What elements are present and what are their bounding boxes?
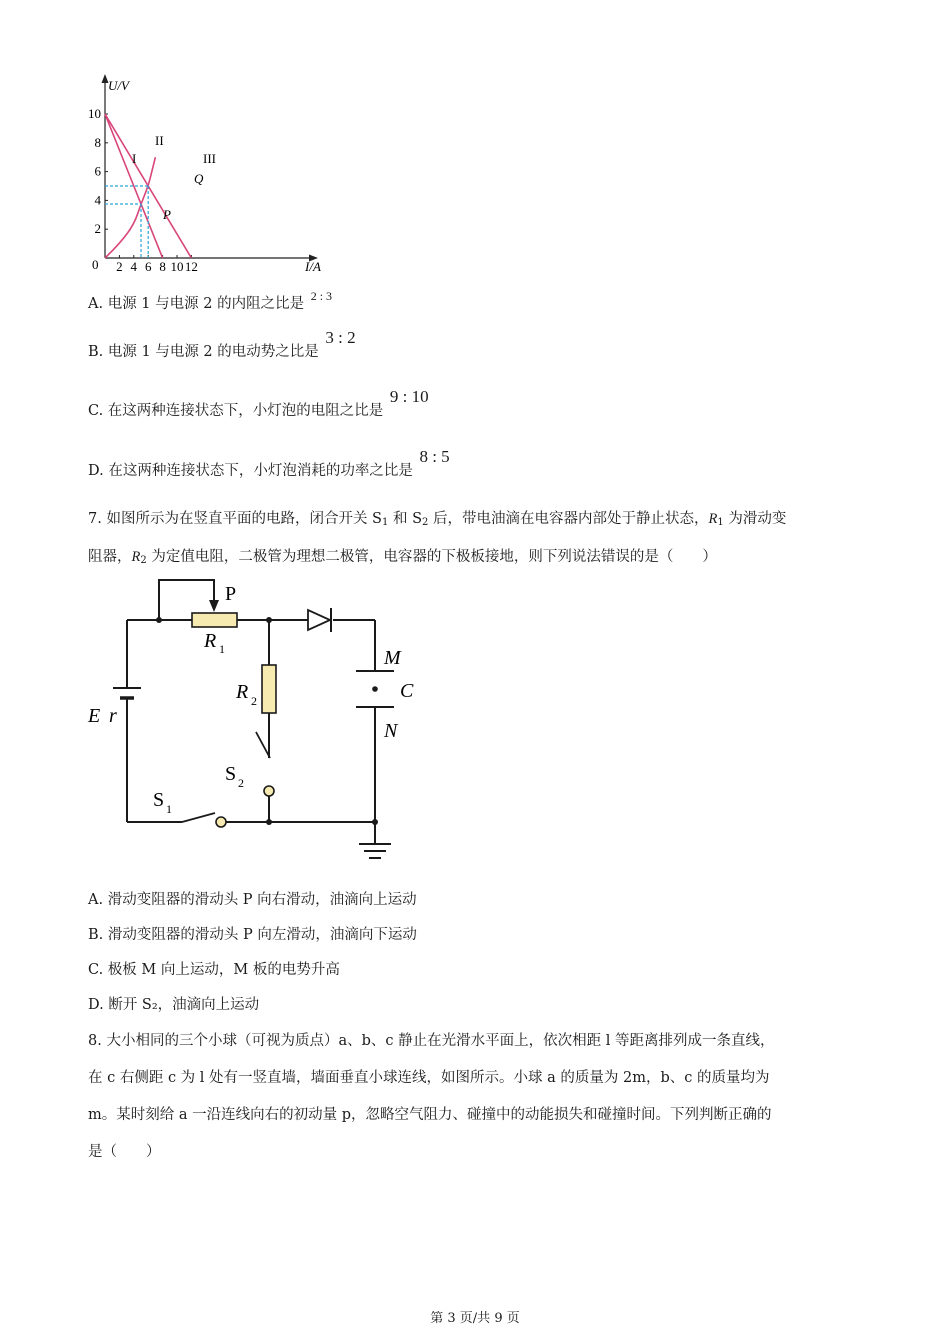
series-line-I <box>105 114 163 258</box>
q7-sub-s2: 2 <box>422 517 429 528</box>
q7-r2-sub: 2 <box>140 555 147 566</box>
circuit-diagram <box>80 575 420 870</box>
q7-sub-s1: 1 <box>382 517 389 528</box>
switch-s2-contact <box>264 786 274 796</box>
x-tick-label: 4 <box>130 259 138 274</box>
label-r1-sub: 1 <box>219 642 225 656</box>
x-tick-label: 6 <box>144 259 152 274</box>
q8-line-2: 在 c 右侧距 c 为 l 处有一竖直墙，墙面垂直小球连线，如图所示。小球 a 的质量为 2m，b、c 的质量均为 <box>88 1070 770 1086</box>
line-label-I: I <box>132 151 137 166</box>
q7-text-c: 后，带电油滴在电容器内部处于静止状态， <box>428 511 709 527</box>
q7-option-c: C. 极板 M 向上运动，M 板的电势升高 <box>88 962 340 978</box>
label-r: r <box>109 705 117 727</box>
q7-text-e: 阻器， <box>88 549 132 565</box>
resistor-r1 <box>192 613 237 627</box>
junction <box>156 617 162 623</box>
label-s2-sub: 2 <box>238 776 244 790</box>
label-n: N <box>384 720 398 742</box>
label-s2: S <box>225 763 237 785</box>
q6-option-c-text: C. 在这两种连接状态下，小灯泡的电阻之比是 <box>88 403 384 419</box>
guide-lines <box>105 186 148 258</box>
q7-r2: R <box>131 549 141 565</box>
junction <box>372 819 378 825</box>
resistor-r2 <box>262 665 276 713</box>
line-label-III: III <box>203 151 216 166</box>
q7-text-f: 为定值电阻，二极管为理想二极管，电容器的下极板接地，则下列说法错误的是（ ） <box>146 549 717 565</box>
point-label-P: P <box>163 207 171 222</box>
label-e: E <box>88 705 101 727</box>
label-r1: R <box>204 630 217 652</box>
q7-text-a: 7. 如图所示为在竖直平面的电路，闭合开关 S <box>88 511 382 527</box>
y-tick-label: 6 <box>94 163 101 179</box>
q6-option-b-ratio: 3 : 2 <box>325 328 356 347</box>
y-tick-label: 4 <box>94 192 101 208</box>
x-axis-label: I/A <box>305 259 321 274</box>
switch-s1-contact <box>216 817 226 827</box>
q7-r1-sub: 1 <box>717 517 724 528</box>
q7-option-b: B. 滑动变阻器的滑动头 P 向左滑动，油滴向下运动 <box>88 927 417 943</box>
label-r2: R <box>236 681 249 703</box>
q6-option-d-text: D. 在这两种连接状态下，小灯泡消耗的功率之比是 <box>88 463 413 479</box>
page-footer: 第 3 页/共 9 页 <box>430 1311 520 1326</box>
y-axis-label: U/V <box>108 78 129 93</box>
q7-text-d: 为滑动变 <box>723 511 787 527</box>
q6-option-d-ratio: 8 : 5 <box>419 447 450 466</box>
diode <box>308 610 330 630</box>
y-tick-label: 8 <box>94 134 101 150</box>
label-s1-sub: 1 <box>166 802 172 816</box>
q8-line-3: m。某时刻给 a 一沿连线向右的初动量 p，忽略空气阻力、碰撞中的动能损失和碰撞时间。下列判断正确的 <box>88 1107 772 1123</box>
point-label-Q: Q <box>194 171 204 186</box>
x-tick-label: 12 <box>184 259 198 274</box>
q7-text-b: 和 S <box>388 511 423 527</box>
junction <box>266 819 272 825</box>
q6-option-a-text: A. 电源 1 与电源 2 的内阻之比是 <box>88 296 305 312</box>
q7-line-1 <box>88 507 786 528</box>
junction <box>266 617 272 623</box>
q6-option-c-ratio: 9 : 10 <box>389 387 429 406</box>
label-p: P <box>225 583 237 605</box>
q6-option-a <box>88 289 333 313</box>
x-tick-label: 2 <box>116 259 123 274</box>
origin-label: 0 <box>92 257 99 272</box>
label-s1: S <box>153 789 165 811</box>
x-tick-label: 10 <box>170 259 184 274</box>
label-c: C <box>400 680 414 702</box>
slider-arrow <box>209 600 219 612</box>
q6-option-b-text: B. 电源 1 与电源 2 的电动势之比是 <box>88 344 319 360</box>
y-tick-label: 2 <box>94 221 101 237</box>
line-label-II: II <box>155 133 164 148</box>
q6-option-d <box>88 447 450 480</box>
label-m: M <box>384 647 401 669</box>
y-tick-label: 10 <box>88 106 101 121</box>
q7-r1: R <box>708 511 718 527</box>
q6-option-a-ratio: 2 : 3 <box>310 289 333 303</box>
q6-option-c <box>88 387 429 420</box>
x-tick-label: 8 <box>159 259 166 274</box>
q7-option-d: D. 断开 S₂，油滴向上运动 <box>88 997 260 1013</box>
q6-option-b <box>88 328 356 361</box>
oil-droplet <box>372 686 378 692</box>
ui-graph <box>80 70 340 280</box>
q7-option-a: A. 滑动变阻器的滑动头 P 向右滑动，油滴向上运动 <box>88 892 417 908</box>
label-r2-sub: 2 <box>251 694 257 708</box>
q8-line-4: 是（ ） <box>88 1144 161 1160</box>
q8-line-1: 8. 大小相同的三个小球（可视为质点）a、b、c 静止在光滑水平面上，依次相距 l 等距离排列成一条直线， <box>88 1033 775 1049</box>
q7-line-2 <box>88 545 717 566</box>
